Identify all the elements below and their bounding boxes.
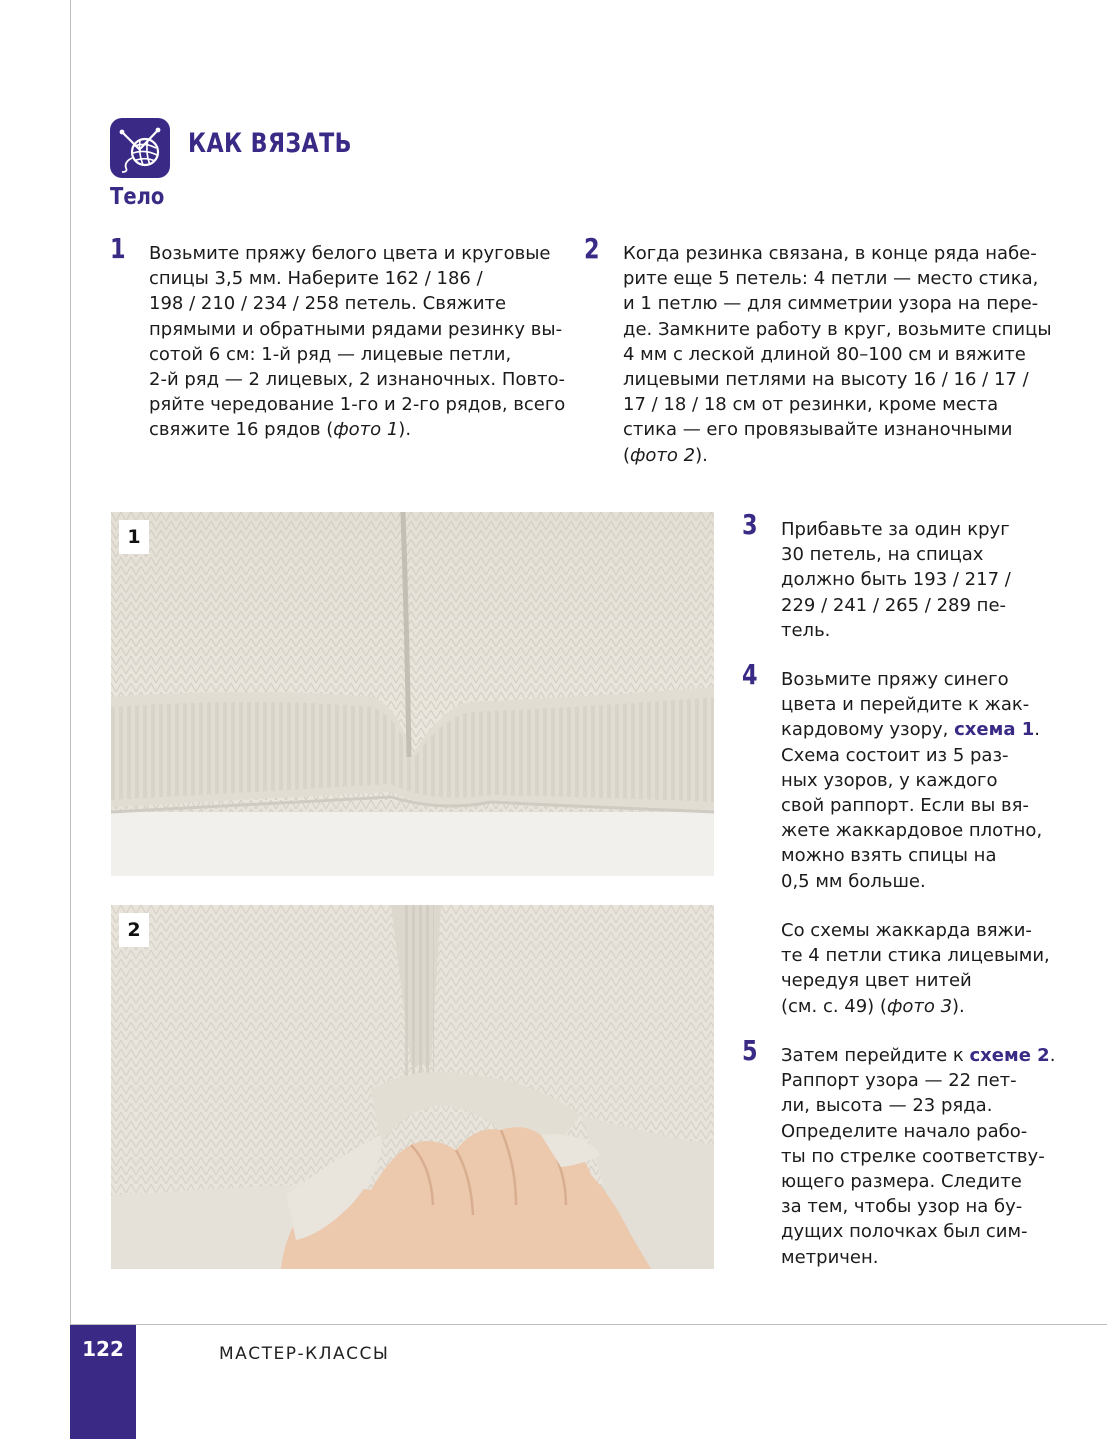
step-4-continuation: Со схемы жаккарда вяжи- те 4 петли стика лицевыми, чередуя цвет нитей (см. с. 49) (фото 3). (781, 920, 1050, 1017)
page-margin-rule (70, 0, 71, 1330)
photo-ref: фото 1 (333, 419, 399, 441)
step-1-text: Возьмите пряжу белого цвета и круговые спицы 3,5 мм. Наберите 162 / 186 / 198 / 210 / 234 / 258 петель. Свяжите прямыми и обратными рядами резинку вы- сотой 6 см: 1-й ряд — лицевые петли, 2-й ряд — 2 лицевых, 2 изнаночных. Повто- ряйте чередование 1-го и 2-го рядов, всего свяжите 16 рядов (фото 1). (149, 243, 566, 441)
yarn-ball-needles-icon (110, 118, 170, 178)
page-number: 122 (82, 1337, 124, 1361)
photo-1 (111, 512, 714, 876)
scheme-1-link[interactable]: схема 1 (954, 719, 1035, 741)
step-3-text: Прибавьте за один круг 30 петель, на спицах должно быть 193 / 217 / 229 / 241 / 265 / 289 пе- тель. (781, 519, 1011, 641)
step-4-text: Возьмите пряжу синего цвета и перейдите к жак- кардовому узору, схема 1. Схема состоит из 5 раз- ных узоров, у каждого свой раппорт. Если вы вя- жете жаккардовое плотно, можно взять спицы на 0,5 мм больше. (781, 669, 1043, 892)
photo-ref: фото 3 (886, 995, 953, 1017)
step-1-number: 1 (110, 232, 126, 265)
step-5-number: 5 (742, 1034, 758, 1067)
subsection-title: Тело (110, 184, 165, 210)
step-4-number: 4 (742, 658, 758, 691)
photo-2-tag: 2 (119, 913, 149, 947)
step-2-number: 2 (584, 232, 600, 265)
photo-1-tag: 1 (119, 520, 149, 554)
running-section-name: МАСТЕР-КЛАССЫ (219, 1344, 390, 1364)
step-3-number: 3 (742, 508, 758, 541)
scheme-2-link[interactable]: схеме 2 (969, 1045, 1050, 1066)
step-2-text: Когда резинка связана, в конце ряда набе- рите еще 5 петель: 4 петли — место стика, и 1 петлю — для симметрии узора на пере- де. Замкните работу в круг, возьмите спицы 4 мм с леской длиной 80–100 см и вяжите лицевыми петлями на высоту 16 / 16 / 17 / 17 / 18 / 18 см от резинки, кроме места стика — его провязывайте изнаночными (фото 2). (623, 243, 1052, 466)
photo-ref: фото 2 (630, 444, 696, 466)
footer-rule (70, 1324, 1107, 1325)
photo-2 (111, 905, 714, 1269)
step-5-text: Затем перейдите к схеме 2. Раппорт узора — 22 пет- ли, высота — 23 ряда. Определите начало рабо- ты по стрелке соответству- ющего размера. Следите за тем, чтобы узор на бу- дущих полочках был сим- метричен. (781, 1045, 1056, 1268)
section-title: КАК ВЯЗАТЬ (188, 128, 352, 159)
